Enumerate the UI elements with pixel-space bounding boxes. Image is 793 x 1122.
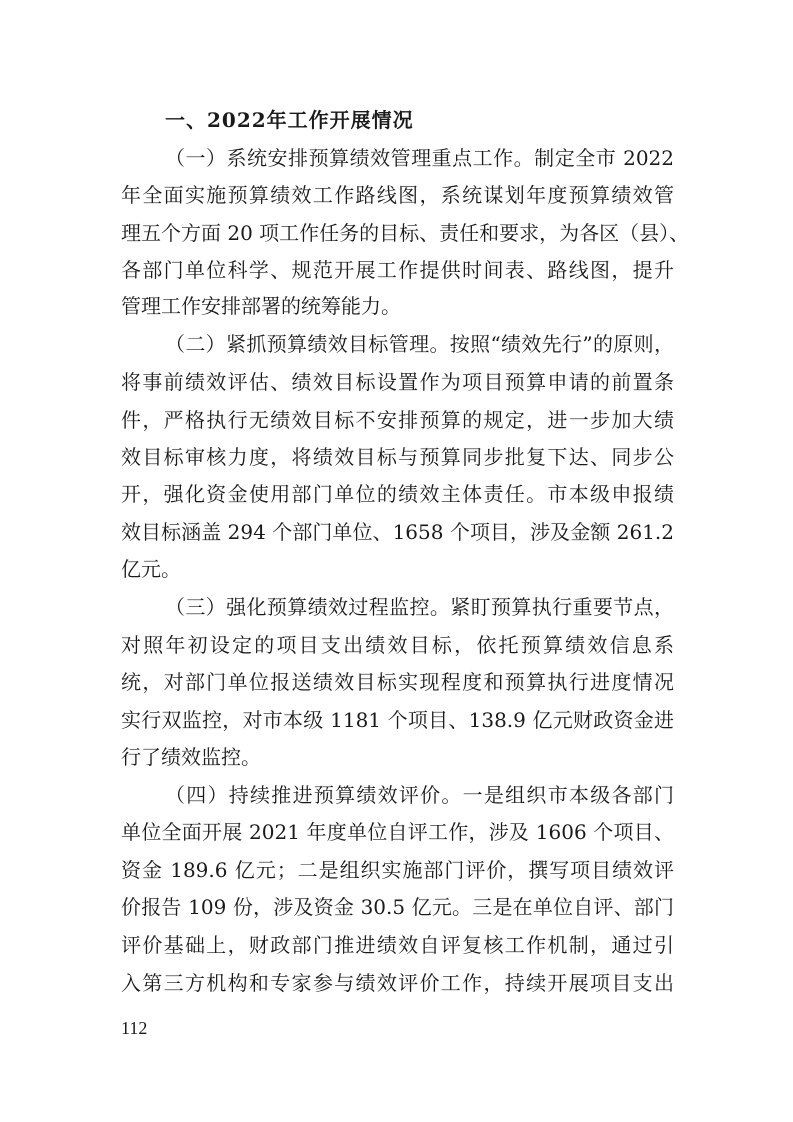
page-number: 112 (121, 1018, 148, 1038)
paragraph-2-line: （二）紧抓预算绩效目标管理。按照“绩效先行”的原则， (165, 332, 674, 356)
paragraph-4-line: 资金 189.6 亿元；二是组织实施部门评价，撰写项目绩效评 (121, 858, 674, 882)
paragraph-1-line: 年全面实施预算绩效工作路线图，系统谋划年度预算绩效管 (121, 183, 674, 207)
paragraph-4-line: 评价基础上，财政部门推进绩效自评复核工作机制，通过引 (121, 933, 674, 957)
paragraph-4-line: 单位全面开展 2021 年度单位自评工作，涉及 1606 个项目、 (121, 820, 674, 844)
paragraph-2-line: 效目标审核力度，将绩效目标与预算同步批复下达、同步公 (121, 445, 674, 469)
paragraph-1-line: 管理工作安排部署的统筹能力。 (121, 294, 401, 318)
paragraph-4-line: 价报告 109 份，涉及资金 30.5 亿元。三是在单位自评、部门 (121, 895, 674, 919)
paragraph-2-line: 将事前绩效评估、绩效目标设置作为项目预算申请的前置条 (121, 370, 674, 394)
paragraph-3-line: 统，对部门单位报送绩效目标实现程度和预算执行进度情况 (121, 670, 674, 694)
paragraph-3-line: （三）强化预算绩效过程监控。紧盯预算执行重要节点， (165, 595, 674, 619)
paragraph-4-line: 入第三方机构和专家参与绩效评价工作，持续开展项目支出 (121, 971, 674, 995)
paragraph-2-line: 效目标涵盖 294 个部门单位、1658 个项目，涉及金额 261.2 (121, 520, 674, 544)
paragraph-4-line: （四）持续推进预算绩效评价。一是组织市本级各部门 (165, 783, 674, 807)
paragraph-2-line: 件，严格执行无绩效目标不安排预算的规定，进一步加大绩 (121, 408, 674, 432)
paragraph-2-line: 亿元。 (121, 557, 181, 581)
paragraph-3-line: 对照年初设定的项目支出绩效目标，依托预算绩效信息系 (121, 633, 674, 657)
section-heading: 一、2022年工作开展情况 (165, 108, 414, 132)
paragraph-3-line: 行了绩效监控。 (121, 745, 261, 769)
paragraph-1-line: 各部门单位科学、规范开展工作提供时间表、路线图，提升 (121, 258, 674, 282)
paragraph-3-line: 实行双监控，对市本级 1181 个项目、138.9 亿元财政资金进 (121, 708, 674, 732)
paragraph-2-line: 开，强化资金使用部门单位的绩效主体责任。市本级申报绩 (121, 482, 674, 506)
paragraph-1-line: 理五个方面 20 项工作任务的目标、责任和要求，为各区（县）、 (121, 221, 690, 245)
paragraph-1-line: （一）系统安排预算绩效管理重点工作。制定全市 2022 (165, 146, 674, 170)
